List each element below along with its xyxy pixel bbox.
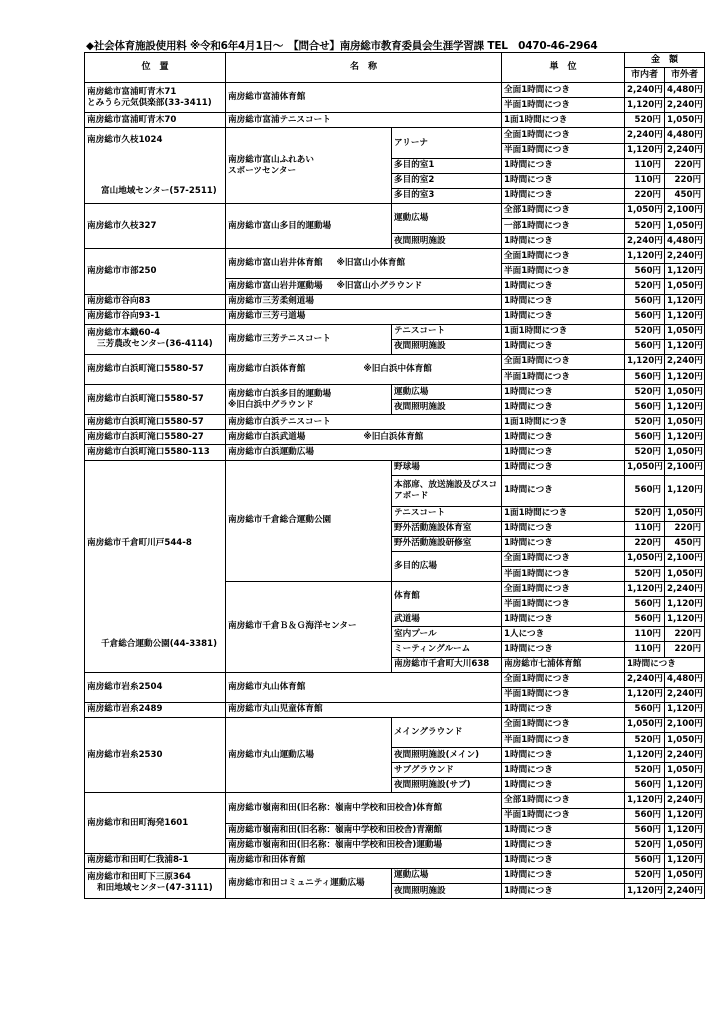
table-row (85, 324, 705, 339)
nonresident-fee: 2,240円 (665, 582, 705, 597)
resident-fee: 560円 (625, 475, 665, 506)
sub-facility-cell: 野外活動施設体育室 (392, 521, 502, 536)
location-cell: 南房総市久枝1024 富山地域センター(57-2511) (85, 128, 226, 203)
unit-cell: 半面1時間につき (502, 597, 625, 612)
nonresident-fee: 1,050円 (665, 445, 705, 460)
nonresident-fee: 1,120円 (665, 309, 705, 324)
unit-cell: 1時間につき (502, 536, 625, 551)
resident-fee: 560円 (625, 778, 665, 793)
table-row (85, 672, 705, 687)
resident-fee: 560円 (625, 853, 665, 868)
nonresident-fee: 450円 (665, 188, 705, 203)
nonresident-fee: 1,050円 (665, 733, 705, 748)
nonresident-fee: 1,120円 (665, 702, 705, 717)
facility-cell: 南房総市嶺南和田(旧名称：嶺南中学校和田校舎)運動場 (226, 838, 502, 853)
table-row (85, 128, 705, 143)
nonresident-fee: 2,240円 (665, 354, 705, 369)
facility-cell: 南房総市丸山児童体育館 (226, 702, 502, 717)
unit-cell: 1時間につき (502, 188, 625, 203)
table-row (85, 415, 705, 430)
resident-fee: 520円 (625, 113, 665, 128)
location-cell: 南房総市谷向93-1 (85, 309, 226, 324)
sub-facility-cell: 運動広場 (392, 868, 502, 883)
resident-fee: 110円 (625, 158, 665, 173)
unit-cell: 1時間につき (502, 430, 625, 445)
table-header-row (85, 53, 705, 68)
location-cell: 南房総市岩糸2489 (85, 702, 226, 717)
sub-facility-cell: アリーナ (392, 128, 502, 158)
resident-fee: 520円 (625, 279, 665, 294)
table-row (85, 354, 705, 369)
resident-fee: 220円 (625, 188, 665, 203)
nonresident-fee: 1,120円 (665, 612, 705, 627)
nonresident-fee: 4,480円 (665, 672, 705, 687)
location-cell: 南房総市久枝327 (85, 203, 226, 248)
unit-cell: 半面1時間につき (502, 264, 625, 279)
unit-cell: 全面1時間につき (502, 551, 625, 566)
nonresident-fee: 1,120円 (665, 264, 705, 279)
nonresident-fee: 1,050円 (665, 219, 705, 234)
nonresident-fee: 2,240円 (665, 748, 705, 763)
location-cell: 南房総市和田町海発1601 (85, 793, 226, 853)
unit-cell: 1面1時間につき (502, 415, 625, 430)
fee-table (84, 52, 705, 899)
page-title: ◆社会体育施設使用料 ※令和6年4月1日～ 【問合せ】南房総市教育委員会生涯学習課 TEL 0470-46-2964 (86, 40, 598, 52)
sub-facility-cell: 体育館 (392, 582, 502, 612)
nonresident-fee: 1,050円 (665, 113, 705, 128)
nonresident-fee: 1,120円 (665, 400, 705, 415)
unit-cell: 全面1時間につき (502, 672, 625, 687)
table-row (85, 249, 705, 264)
nonresident-fee: 2,240円 (665, 249, 705, 264)
nonresident-fee: 450円 (665, 536, 705, 551)
unit-cell: 1時間につき (502, 294, 625, 309)
unit-cell: 1時間につき (502, 763, 625, 778)
resident-fee: 520円 (625, 567, 665, 582)
location-cell: 南房総市白浜町滝口5580-57 (85, 354, 226, 384)
sub-facility-cell: 運動広場 (392, 203, 502, 233)
unit-cell: 全部1時間につき (502, 203, 625, 218)
nonresident-fee: 220円 (665, 627, 705, 642)
resident-fee: 520円 (625, 445, 665, 460)
resident-fee: 2,240円 (625, 128, 665, 143)
header-name: 名 称 (226, 53, 502, 83)
facility-cell: 南房総市白浜多目的運動場 ※旧白浜中グラウンド (226, 385, 392, 415)
nonresident-fee: 1,050円 (665, 763, 705, 778)
resident-fee: 1,120円 (625, 793, 665, 808)
resident-fee: 1,120円 (625, 249, 665, 264)
resident-fee: 560円 (625, 702, 665, 717)
resident-fee: 560円 (625, 808, 665, 823)
location-cell: 南房総市白浜町滝口5580-57 (85, 415, 226, 430)
sub-facility-cell: ミーティングルーム (392, 642, 502, 657)
location-cell: 南房総市和田町仁我浦8-1 (85, 853, 226, 868)
resident-fee: 520円 (625, 385, 665, 400)
header-resident: 市内者 (625, 68, 665, 83)
facility-cell: 南房総市富山岩井体育館 ※旧富山小体育館 (226, 249, 502, 279)
unit-cell: 全面1時間につき (502, 717, 625, 732)
location-cell: 南房総市富浦町青木71 とみうら元気倶楽部(33-3411) (85, 83, 226, 113)
unit-cell: 1時間につき (502, 853, 625, 868)
sub-facility-cell: メイングラウンド (392, 717, 502, 747)
nonresident-fee: 1,050円 (665, 567, 705, 582)
sub-facility-cell: 多目的広場 (392, 551, 502, 581)
sub-facility-cell: 夜間照明施設 (392, 883, 502, 898)
unit-cell: 1時間につき (502, 642, 625, 657)
unit-cell: 1時間につき (502, 748, 625, 763)
unit-cell: 1時間につき (502, 279, 625, 294)
resident-fee: 1,120円 (625, 354, 665, 369)
facility-cell: 南房総市白浜体育館 ※旧白浜中体育館 (226, 354, 502, 384)
resident-fee: 520円 (625, 733, 665, 748)
resident-fee: 520円 (625, 868, 665, 883)
sub-facility-cell: テニスコート (392, 324, 502, 339)
nonresident-fee: 4,480円 (665, 128, 705, 143)
facility-cell: 南房総市三芳弓道場 (226, 309, 502, 324)
location-cell: 南房総市千倉町大川638 (392, 657, 502, 672)
location-cell: 南房総市白浜町滝口5580-113 (85, 445, 226, 460)
table-row (85, 113, 705, 128)
table-row (85, 309, 705, 324)
facility-cell: 南房総市富山多目的運動場 (226, 203, 392, 248)
resident-fee: 1,050円 (625, 203, 665, 218)
nonresident-fee: 1,120円 (665, 778, 705, 793)
unit-cell: 1時間につき (502, 475, 625, 506)
unit-cell: 全面1時間につき (502, 83, 625, 98)
facility-cell: 南房総市富浦体育館 (226, 83, 502, 113)
facility-cell: 南房総市嶺南和田(旧名称：嶺南中学校和田校舎)青潮館 (226, 823, 502, 838)
resident-fee: 560円 (625, 294, 665, 309)
unit-cell: 半面1時間につき (502, 808, 625, 823)
unit-cell: 1時間につき (502, 234, 625, 249)
facility-cell: 南房総市嶺南和田(旧名称：嶺南中学校和田校舎)体育館 (226, 793, 502, 823)
sub-facility-cell: 夜間照明施設 (392, 234, 502, 249)
resident-fee: 560円 (625, 612, 665, 627)
resident-fee: 1,050円 (625, 717, 665, 732)
nonresident-fee: 1,120円 (665, 853, 705, 868)
unit-cell: 全面1時間につき (502, 128, 625, 143)
resident-fee: 2,240円 (625, 234, 665, 249)
facility-cell: 南房総市白浜運動広場 (226, 445, 502, 460)
location-cell: 南房総市千倉町川戸544-8 千倉総合運動公園(44-3381) (85, 460, 226, 672)
resident-fee: 560円 (625, 339, 665, 354)
sub-facility-cell: 夜間照明施設 (392, 400, 502, 415)
unit-cell: 1面1時間につき (502, 506, 625, 521)
table-row (85, 793, 705, 808)
nonresident-fee: 220円 (665, 173, 705, 188)
facility-cell: 南房総市千倉Ｂ＆Ｇ海洋センター (226, 582, 392, 673)
sub-facility-cell: 本部席、放送施設及びスコアボード (392, 475, 502, 506)
table-row (85, 203, 705, 218)
nonresident-fee: 2,100円 (665, 460, 705, 475)
nonresident-fee: 1,050円 (665, 324, 705, 339)
nonresident-fee: 220円 (665, 642, 705, 657)
unit-cell: 1時間につき (502, 521, 625, 536)
unit-cell: 1面1時間につき (502, 324, 625, 339)
unit-cell: 1時間につき (502, 158, 625, 173)
nonresident-fee: 1,120円 (665, 823, 705, 838)
nonresident-fee: 1,120円 (665, 294, 705, 309)
resident-fee: 2,240円 (625, 83, 665, 98)
sub-facility-cell: 武道場 (392, 612, 502, 627)
resident-fee: 520円 (625, 219, 665, 234)
resident-fee: 110円 (625, 642, 665, 657)
table-row (85, 717, 705, 732)
facility-cell: 南房総市富浦テニスコート (226, 113, 502, 128)
nonresident-fee: 1,120円 (665, 369, 705, 384)
table-row (85, 83, 705, 98)
facility-cell: 南房総市白浜テニスコート (226, 415, 502, 430)
unit-cell: 半面1時間につき (502, 98, 625, 113)
nonresident-fee: 1,120円 (665, 430, 705, 445)
unit-cell: 1面1時間につき (502, 113, 625, 128)
unit-cell: 全面1時間につき (502, 249, 625, 264)
unit-cell: 1時間につき (502, 445, 625, 460)
location-cell: 南房総市本織60-4 三芳農改センター(36-4114) (85, 324, 226, 354)
unit-cell: 1時間につき (502, 838, 625, 853)
facility-cell: 南房総市丸山体育館 (226, 672, 502, 702)
resident-fee: 560円 (625, 823, 665, 838)
sub-facility-cell: 野球場 (392, 460, 502, 475)
nonresident-fee: 220円 (665, 158, 705, 173)
sub-facility-cell: 多目的室2 (392, 173, 502, 188)
nonresident-fee: 1,050円 (665, 279, 705, 294)
unit-cell: 1時間につき (502, 868, 625, 883)
nonresident-fee: 2,240円 (665, 883, 705, 898)
table-row (85, 385, 705, 400)
resident-fee: 110円 (625, 627, 665, 642)
nonresident-fee: 2,100円 (665, 203, 705, 218)
unit-cell: 1時間につき (502, 702, 625, 717)
resident-fee: 520円 (625, 763, 665, 778)
sub-facility-cell: 運動広場 (392, 385, 502, 400)
location-cell: 南房総市和田町下三原364 和田地域センター(47-3111) (85, 868, 226, 898)
table-row (85, 445, 705, 460)
facility-cell: 南房総市丸山運動広場 (226, 717, 392, 792)
resident-fee: 1,120円 (625, 98, 665, 113)
resident-fee: 110円 (625, 173, 665, 188)
table-row (85, 853, 705, 868)
nonresident-fee: 2,240円 (665, 793, 705, 808)
unit-cell: 全面1時間につき (502, 582, 625, 597)
resident-fee: 1,120円 (625, 748, 665, 763)
table-row (85, 430, 705, 445)
unit-cell: 半面1時間につき (502, 143, 625, 158)
nonresident-fee: 1,120円 (665, 597, 705, 612)
facility-cell: 南房総市三芳柔剣道場 (226, 294, 502, 309)
resident-fee: 520円 (625, 838, 665, 853)
header-unit: 単 位 (502, 53, 625, 83)
table-row (85, 702, 705, 717)
unit-cell: 半面1時間につき (502, 687, 625, 702)
unit-cell: 1時間につき (625, 657, 705, 672)
unit-cell: 1時間につき (502, 883, 625, 898)
resident-fee: 560円 (625, 430, 665, 445)
facility-cell: 南房総市富山岩井運動場 ※旧富山小グラウンド (226, 279, 502, 294)
nonresident-fee: 1,120円 (665, 339, 705, 354)
resident-fee: 2,240円 (625, 672, 665, 687)
sub-facility-cell: サブグラウンド (392, 763, 502, 778)
facility-cell: 南房総市和田コミュニティ運動広場 (226, 868, 392, 898)
unit-cell: 1時間につき (502, 612, 625, 627)
resident-fee: 560円 (625, 309, 665, 324)
location-cell: 南房総市谷向83 (85, 294, 226, 309)
header-nonresident: 市外者 (665, 68, 705, 83)
nonresident-fee: 2,240円 (665, 687, 705, 702)
unit-cell: 1時間につき (502, 173, 625, 188)
location-cell: 南房総市富浦町青木70 (85, 113, 226, 128)
resident-fee: 1,120円 (625, 582, 665, 597)
nonresident-fee: 2,240円 (665, 143, 705, 158)
resident-fee: 1,050円 (625, 551, 665, 566)
facility-cell: 南房総市七浦体育館 (502, 657, 625, 672)
sub-facility-cell: 夜間照明施設(サブ) (392, 778, 502, 793)
sub-facility-cell: 夜間照明施設(メイン) (392, 748, 502, 763)
unit-cell: 1人につき (502, 627, 625, 642)
nonresident-fee: 4,480円 (665, 83, 705, 98)
unit-cell: 全面1時間につき (502, 354, 625, 369)
nonresident-fee: 1,050円 (665, 838, 705, 853)
resident-fee: 560円 (625, 369, 665, 384)
table-row (85, 868, 705, 883)
resident-fee: 560円 (625, 264, 665, 279)
nonresident-fee: 4,480円 (665, 234, 705, 249)
nonresident-fee: 1,050円 (665, 415, 705, 430)
table-row (85, 294, 705, 309)
location-cell: 南房総市岩糸2530 (85, 717, 226, 792)
resident-fee: 1,120円 (625, 143, 665, 158)
unit-cell: 1時間につき (502, 339, 625, 354)
unit-cell: 1時間につき (502, 400, 625, 415)
facility-cell: 南房総市和田体育館 (226, 853, 502, 868)
resident-fee: 1,120円 (625, 687, 665, 702)
facility-cell: 南房総市白浜武道場 ※旧白浜体育館 (226, 430, 502, 445)
facility-cell: 南房総市三芳テニスコート (226, 324, 392, 354)
nonresident-fee: 1,120円 (665, 475, 705, 506)
sub-facility-cell: 夜間照明施設 (392, 339, 502, 354)
sub-facility-cell: テニスコート (392, 506, 502, 521)
unit-cell: 半面1時間につき (502, 733, 625, 748)
sub-facility-cell: 多目的室3 (392, 188, 502, 203)
facility-cell: 南房総市富山ふれあい スポーツセンター (226, 128, 392, 203)
location-cell: 南房総市白浜町滝口5580-57 (85, 385, 226, 415)
nonresident-fee: 1,050円 (665, 868, 705, 883)
facility-cell: 南房総市千倉総合運動公園 (226, 460, 392, 582)
resident-fee: 1,120円 (625, 883, 665, 898)
unit-cell: 一部1時間につき (502, 219, 625, 234)
sub-facility-cell: 室内プール (392, 627, 502, 642)
unit-cell: 半面1時間につき (502, 567, 625, 582)
nonresident-fee: 2,100円 (665, 551, 705, 566)
unit-cell: 1時間につき (502, 385, 625, 400)
location-cell: 南房総市岩糸2504 (85, 672, 226, 702)
table-row (85, 460, 705, 475)
sub-facility-cell: 野外活動施設研修室 (392, 536, 502, 551)
location-cell: 南房総市白浜町滝口5580-27 (85, 430, 226, 445)
nonresident-fee: 1,120円 (665, 808, 705, 823)
resident-fee: 110円 (625, 521, 665, 536)
unit-cell: 1時間につき (502, 309, 625, 324)
header-location: 位 置 (85, 53, 226, 83)
nonresident-fee: 2,100円 (665, 717, 705, 732)
unit-cell: 全部1時間につき (502, 793, 625, 808)
resident-fee: 1,050円 (625, 460, 665, 475)
resident-fee: 520円 (625, 506, 665, 521)
location-cell: 南房総市市部250 (85, 249, 226, 294)
resident-fee: 560円 (625, 400, 665, 415)
unit-cell: 半面1時間につき (502, 369, 625, 384)
header-amount: 金 額 (625, 53, 705, 68)
resident-fee: 520円 (625, 415, 665, 430)
unit-cell: 1時間につき (502, 778, 625, 793)
resident-fee: 560円 (625, 597, 665, 612)
nonresident-fee: 2,240円 (665, 98, 705, 113)
nonresident-fee: 1,050円 (665, 506, 705, 521)
unit-cell: 1時間につき (502, 460, 625, 475)
nonresident-fee: 220円 (665, 521, 705, 536)
unit-cell: 1時間につき (502, 823, 625, 838)
nonresident-fee: 1,050円 (665, 385, 705, 400)
resident-fee: 520円 (625, 324, 665, 339)
resident-fee: 220円 (625, 536, 665, 551)
sub-facility-cell: 多目的室1 (392, 158, 502, 173)
